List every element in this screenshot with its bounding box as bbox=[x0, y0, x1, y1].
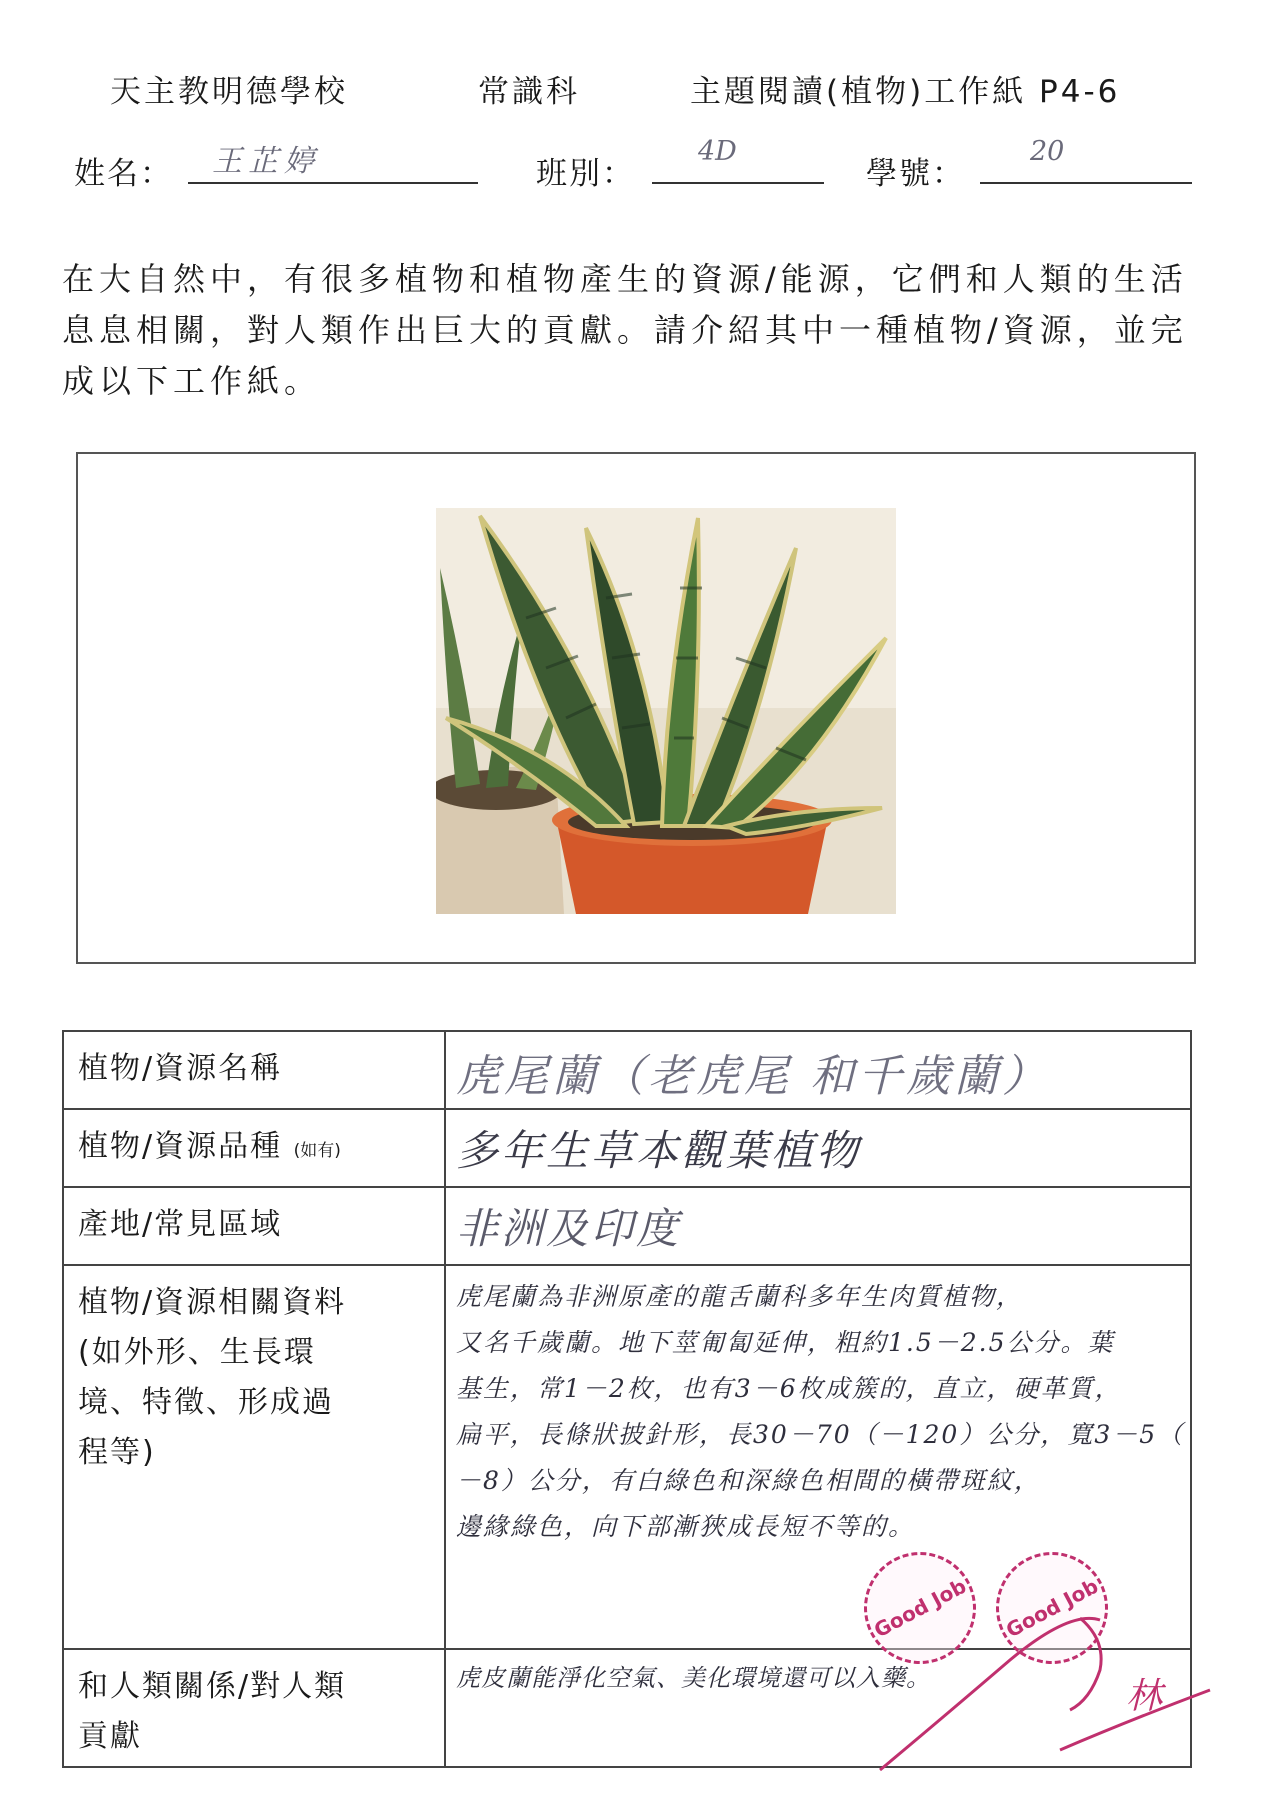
plant-variety-value: 多年生草本觀葉植物 bbox=[456, 1126, 862, 1175]
number-value: 20 bbox=[1030, 136, 1065, 167]
subject-name: 常識科 bbox=[478, 74, 580, 110]
class-field[interactable] bbox=[652, 142, 824, 184]
number-field[interactable] bbox=[980, 142, 1192, 184]
good-job-stamp: Good Job bbox=[976, 1532, 1127, 1683]
row-label-relation-line: 貢獻 bbox=[78, 1719, 142, 1754]
origin-value: 非洲及印度 bbox=[456, 1204, 682, 1253]
row-label-info-line: 程等) bbox=[78, 1435, 156, 1470]
label-cell bbox=[63, 1109, 445, 1187]
label-cell bbox=[63, 1031, 445, 1109]
table-row bbox=[63, 1187, 1191, 1265]
description-line: 又名千歲蘭。地下莖匍匐延伸，粗約1.5－2.5公分。葉 bbox=[456, 1328, 1115, 1357]
intro-paragraph: 在大自然中，有很多植物和植物產生的資源/能源，它們和人類的生活息息相關，對人類作出巨大的貢獻。請介紹其中一種植物/資源，並完成以下工作紙。 bbox=[62, 260, 1188, 400]
row-label-info-line: (如外形、生長環 bbox=[78, 1335, 316, 1370]
class-value: 4D bbox=[698, 136, 737, 167]
good-job-stamp: Good Job bbox=[844, 1532, 995, 1683]
description-line: 扁平，長條狀披針形，長30－70（－120）公分，寬3－5（ bbox=[456, 1420, 1185, 1449]
value-cell[interactable] bbox=[445, 1187, 1191, 1265]
teacher-signature-stroke bbox=[870, 1600, 1220, 1780]
label-cell bbox=[63, 1649, 445, 1767]
class-label: 班別： bbox=[536, 156, 635, 192]
label-cell bbox=[63, 1187, 445, 1265]
row-label-name: 植物/資源名稱 bbox=[78, 1051, 283, 1086]
name-label: 姓名： bbox=[74, 156, 173, 192]
name-value: 王芷婷 bbox=[212, 144, 320, 179]
label-cell bbox=[63, 1265, 445, 1649]
number-label: 學號： bbox=[866, 156, 965, 192]
plant-name-value: 虎尾蘭（老虎尾 和千歲蘭） bbox=[456, 1051, 1050, 1102]
row-label-info-line: 植物/資源相關資料 bbox=[78, 1285, 347, 1320]
value-cell[interactable] bbox=[445, 1109, 1191, 1187]
school-name: 天主教明德學校 bbox=[110, 74, 348, 110]
row-label-relation-line: 和人類關係/對人類 bbox=[78, 1669, 347, 1704]
description-line: －8）公分，有白綠色和深綠色相間的橫帶斑紋， bbox=[456, 1466, 1041, 1495]
teacher-signature: 林 bbox=[1126, 1676, 1163, 1717]
snake-plant-photo bbox=[436, 508, 896, 914]
description-line: 虎尾蘭為非洲原產的龍舌蘭科多年生肉質植物， bbox=[456, 1282, 1024, 1311]
description-line: 邊緣綠色，向下部漸狹成長短不等的。 bbox=[456, 1512, 916, 1541]
worksheet-title: 主題閱讀(植物)工作紙 P4-6 bbox=[690, 74, 1121, 110]
row-label-variety: 植物/資源品種 bbox=[78, 1129, 283, 1164]
row-label-origin: 產地/常見區域 bbox=[78, 1207, 283, 1242]
contribution-value: 虎皮蘭能淨化空氣、美化環境還可以入藥。 bbox=[456, 1664, 931, 1692]
row-label-info-line: 境、特徵、形成過 bbox=[78, 1385, 334, 1420]
value-cell[interactable] bbox=[445, 1031, 1191, 1109]
snake-plant-icon bbox=[436, 508, 896, 914]
table-row bbox=[63, 1109, 1191, 1187]
description-line: 基生，常1－2枚，也有3－6枚成簇的，直立，硬革質， bbox=[456, 1374, 1122, 1403]
optional-note: (如有) bbox=[293, 1141, 341, 1161]
table-row bbox=[63, 1031, 1191, 1109]
